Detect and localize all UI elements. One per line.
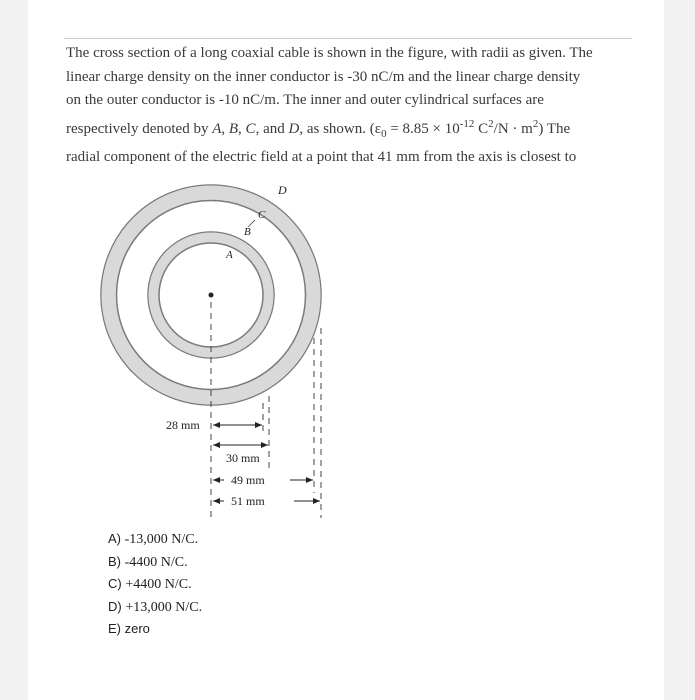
question-line-5: radial component of the electric field at a point that 41 mm from the axis is closest to bbox=[66, 149, 577, 165]
dim-30mm-arrowhead-left bbox=[213, 442, 220, 448]
answer-choices bbox=[108, 528, 202, 640]
dim-49mm-arrowhead-right bbox=[306, 477, 313, 483]
answer-choice-a[interactable]: A) -13,000 N/C. bbox=[108, 531, 199, 547]
question-line-4: respectively denoted by A, B, C, and D, as shown. ($\varepsilon_0 = 8.85 \times 10^{-12}$ $C^2/N \cdot m^2$) The bbox=[66, 117, 571, 140]
answer-choice-c[interactable]: C) +4400 N/C. bbox=[108, 576, 192, 592]
answer-choice-d[interactable]: D) +13,000 N/C. bbox=[108, 598, 203, 615]
question-line-2: linear charge density on the inner conductor is -30 nC/m and the linear charge density bbox=[66, 68, 581, 85]
top-divider bbox=[64, 38, 632, 39]
dim-51mm-arrowhead-left bbox=[213, 498, 220, 504]
question-line-1: The cross section of a long coaxial cable is shown in the figure, with radii as given. The bbox=[66, 45, 593, 61]
dim-28mm-arrowhead-left bbox=[213, 422, 220, 428]
dim-49mm-label: 49 mm bbox=[231, 473, 265, 487]
question-line-3: on the outer conductor is -10 nC/m. The inner and outer cylindrical surfaces are bbox=[66, 92, 544, 108]
answer-choice-e[interactable]: E) zero bbox=[108, 621, 150, 636]
coaxial-cable-figure bbox=[56, 178, 356, 518]
axis-center-dot bbox=[209, 293, 214, 298]
dim-28mm-label: 28 mm bbox=[166, 418, 200, 432]
dim-51mm-label: 51 mm bbox=[231, 494, 265, 508]
label-d: D bbox=[278, 183, 287, 197]
question-page bbox=[28, 0, 664, 700]
dim-51mm-arrowhead-right bbox=[313, 498, 320, 504]
dim-28mm-arrowhead-right bbox=[255, 422, 262, 428]
dim-49mm-arrowhead-left bbox=[213, 477, 220, 483]
question-text bbox=[66, 42, 636, 170]
label-b: B bbox=[244, 226, 251, 238]
epsilon-symbol: ε bbox=[374, 120, 382, 137]
dim-30mm-arrowhead-right bbox=[261, 442, 268, 448]
dim-30mm-label: 30 mm bbox=[226, 451, 260, 465]
answer-choice-b[interactable]: B) -4400 N/C. bbox=[108, 553, 188, 570]
label-a: A bbox=[226, 249, 233, 261]
label-c: C bbox=[258, 209, 266, 221]
